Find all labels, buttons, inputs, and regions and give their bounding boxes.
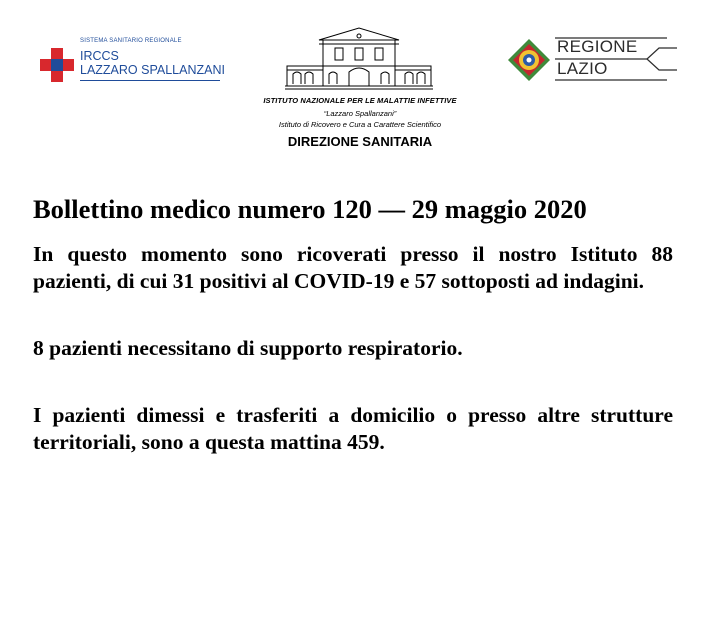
bulletin-title: Bollettino medico numero 120 — 29 maggio 2020 xyxy=(33,194,587,224)
institute-building-icon xyxy=(283,26,435,92)
institute-name: ISTITUTO NAZIONALE PER LE MALATTIE INFETTIVE xyxy=(263,96,457,105)
lazio-label: LAZIO xyxy=(557,59,608,78)
institute-quote: “Lazzaro Spallanzani” xyxy=(323,109,397,118)
bulletin-paragraph-admissions: In questo momento sono ricoverati presso il nostro Istituto 88 pazienti, di cui 31 positivi al COVID-19 e 57 sottoposti ad indagini. xyxy=(33,242,673,293)
institute-type: Istituto di Ricovero e Cura a Carattere Scientifico xyxy=(278,120,442,129)
bulletin-paragraph-respiratory: 8 pazienti necessitano di supporto respiratorio. xyxy=(33,336,463,360)
logo-line1: IRCCS xyxy=(80,49,119,63)
bulletin-body xyxy=(33,192,673,456)
regione-label: REGIONE xyxy=(557,37,638,56)
logo-subtitle: SISTEMA SANITARIO REGIONALE xyxy=(80,38,182,44)
bulletin-paragraph-discharged: I pazienti dimessi e trasferiti a domicilio o presso altre strutture territoriali, sono a questa mattina 459. xyxy=(33,403,673,454)
red-cross-icon xyxy=(40,48,74,82)
spallanzani-logo xyxy=(40,36,240,86)
logo-underline xyxy=(80,80,220,81)
letterhead xyxy=(0,0,720,160)
logo-line2: LAZZARO SPALLANZANI xyxy=(80,63,225,77)
lazio-emblem-icon xyxy=(507,38,551,82)
department-title: DIREZIONE SANITARIA xyxy=(287,134,433,149)
regione-lazio-logo xyxy=(507,36,677,86)
